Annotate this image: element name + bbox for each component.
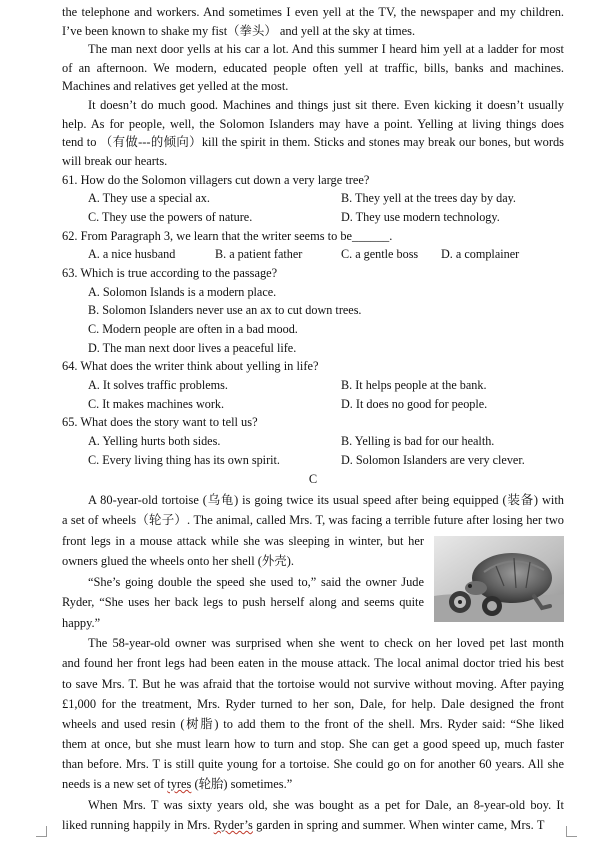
passage-b-line: It doesn’t do much good. Machines and things just sit there. Even kicking it doesn’t usually: [88, 98, 564, 112]
option-62d[interactable]: D. a complainer: [441, 247, 520, 261]
spellcheck-word: Ryder’s: [213, 818, 253, 832]
option-63d[interactable]: D. The man next door lives a peaceful life.: [88, 341, 297, 355]
passage-c-line: The 58-year-old owner was surprised when she went to check on her loved pet last month: [88, 636, 564, 650]
option-64c[interactable]: C. It makes machines work.: [88, 397, 225, 411]
option-64a[interactable]: A. It solves traffic problems.: [88, 378, 228, 392]
question-stem-65: 65. What does the story want to tell us?: [62, 415, 258, 429]
text-span: needs is a new set of: [62, 777, 168, 791]
option-61c[interactable]: C. They use the powers of nature.: [88, 210, 253, 224]
question-stem-61: 61. How do the Solomon villagers cut down a very large tree?: [62, 173, 370, 187]
question-stem-62: 62. From Paragraph 3, we learn that the writer seems to be______.: [62, 229, 393, 243]
passage-c-line: front legs in a mouse attack while she was sleeping in winter, but her: [62, 534, 424, 548]
option-63a[interactable]: A. Solomon Islands is a modern place.: [88, 285, 277, 299]
passage-c-line: than before. Mrs. T is still quite young for a tortoise. She could go on for another 60 years. All she: [62, 757, 564, 771]
passage-c-line: and found her front legs had been eaten in the mouse attack. The local animal doctor tried his best: [62, 656, 564, 670]
passage-b-line: The man next door yells at his car a lot. And this summer I heard him yell at a ladder for most: [88, 42, 564, 56]
option-61b[interactable]: B. They yell at the trees day by day.: [341, 191, 516, 205]
text-span: garden in spring and summer. When winter came, Mrs. T: [252, 818, 545, 832]
section-c-heading: C: [308, 472, 318, 486]
corner-mark: [36, 826, 47, 837]
text-span: (轮胎) sometimes.”: [191, 777, 293, 791]
passage-b-line: help. As for people, well, the Solomon Islanders may have a point. Yelling at living things does: [62, 117, 564, 131]
passage-c-line: to save Mrs. T. But he was afraid that the tortoise would not survive without moving. After paying: [62, 677, 564, 691]
passage-b-line: the telephone and workers. And sometimes I even yell at the TV, the newspaper and my children.: [62, 5, 564, 19]
passage-c-line: happy.”: [62, 616, 101, 630]
tortoise-on-wheels-image: [434, 536, 564, 622]
passage-c-line: Ryder, “She uses her back legs to push herself along and seems quite: [62, 595, 424, 609]
option-65a[interactable]: A. Yelling hurts both sides.: [88, 434, 221, 448]
option-65b[interactable]: B. Yelling is bad for our health.: [341, 434, 495, 448]
passage-c-line: [62, 816, 564, 835]
spellcheck-word: tyres: [167, 777, 192, 791]
passage-c-line: When Mrs. T was sixty years old, she was bought as a pet for Dale, an 8-year-old boy. It: [88, 798, 564, 812]
passage-b-line: Machines and relatives get yelled at the most.: [62, 79, 289, 93]
passage-c-line: them at once, but she must learn how to turn and stop. She can get a good speed up, much faster: [62, 737, 564, 751]
option-62c[interactable]: C. a gentle boss: [341, 247, 419, 261]
option-64b[interactable]: B. It helps people at the bank.: [341, 378, 487, 392]
passage-b-line: I’ve been known to shake my fist（拳头） and yell at the sky at times.: [62, 24, 416, 38]
option-61a[interactable]: A. They use a special ax.: [88, 191, 210, 205]
option-62b[interactable]: B. a patient father: [215, 247, 303, 261]
passage-c-line: [62, 775, 564, 794]
passage-c-line: owners glued the wheels onto her shell (外壳).: [62, 554, 294, 568]
option-63b[interactable]: B. Solomon Islanders never use an ax to cut down trees.: [88, 303, 362, 317]
option-63c[interactable]: C. Modern people are often in a bad mood.: [88, 322, 298, 336]
tortoise-photo: [434, 536, 564, 622]
option-61d[interactable]: D. They use modern technology.: [341, 210, 500, 224]
passage-c-line: a set of wheels（轮子）. The animal, called Mrs. T, was facing a terrible future after losing her two: [62, 513, 564, 527]
passage-c-line: wheels and used resin (树脂) to add them to the front of the shell. Mrs. Ryder said: “She liked: [62, 717, 564, 731]
passage-c-line: “She’s going double the speed she used to,” said the owner Jude: [88, 575, 424, 589]
passage-b-line: tend to （有做---的倾向）kill the spirit in them. Sticks and stones may break our bones, but words: [62, 135, 564, 149]
text-span: liked running happily in Mrs.: [62, 818, 214, 832]
option-65c[interactable]: C. Every living thing has its own spirit.: [88, 453, 280, 467]
option-64d[interactable]: D. It does no good for people.: [341, 397, 488, 411]
passage-b-line: of an afternoon. We modern, educated people often yell at traffic, bills, banks and machines.: [62, 61, 564, 75]
passage-b-line: will break our hearts.: [62, 154, 168, 168]
corner-mark: [566, 826, 577, 837]
option-62a[interactable]: A. a nice husband: [88, 247, 176, 261]
option-65d[interactable]: D. Solomon Islanders are very clever.: [341, 453, 525, 467]
question-stem-63: 63. Which is true according to the passage?: [62, 266, 278, 280]
question-stem-64: 64. What does the writer think about yelling in life?: [62, 359, 319, 373]
passage-c-line: A 80-year-old tortoise (乌龟) is going twice its usual speed after being equipped (装备) with: [88, 493, 564, 507]
passage-c-line: £1,000 for the treatment, Mrs. Ryder turned to her son, Dale, for help. Dale designed the front: [62, 697, 564, 711]
